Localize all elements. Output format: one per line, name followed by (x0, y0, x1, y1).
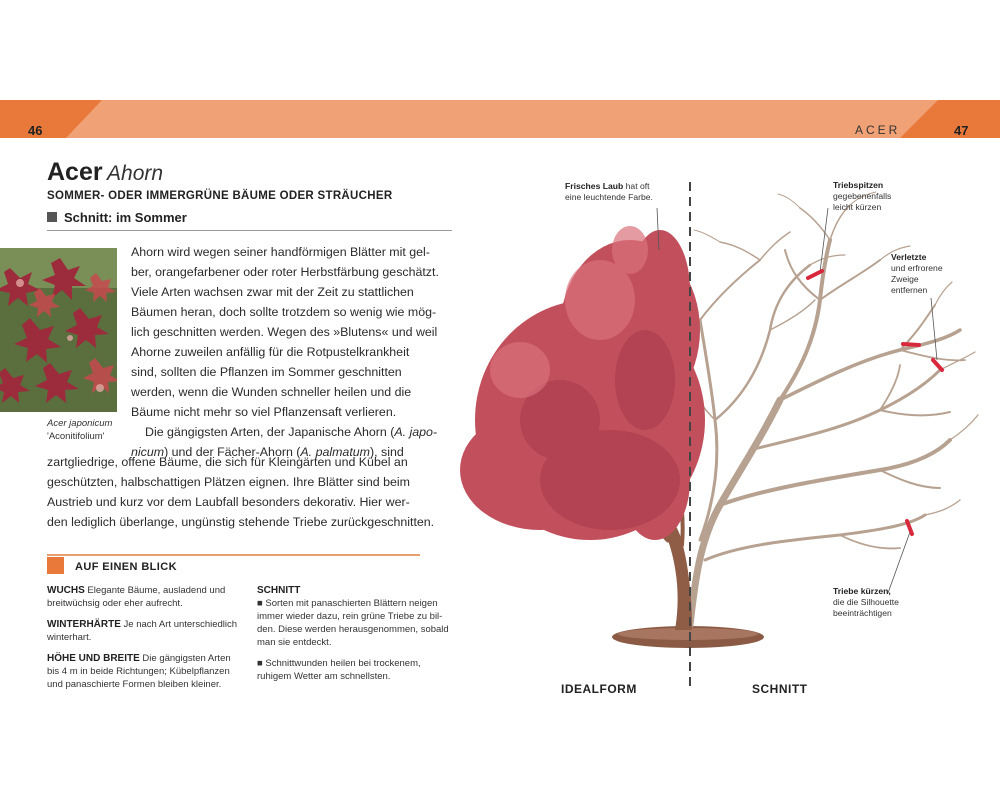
body-span-italic: nicum (131, 445, 165, 459)
annotation-frisches-laub (565, 181, 653, 203)
section-rule (47, 230, 452, 231)
schnitt-line: den. Diese werden herausgenommen, sobald (257, 624, 449, 635)
body-paragraph-1 (131, 242, 461, 462)
annotation-text: entfernen (891, 285, 928, 295)
body-line: Bäumen heran, doch sollte trotzdem so wenig wie mög- (131, 305, 437, 319)
schnitt-line: man sie entdeckt. (257, 637, 332, 648)
annotation-bold: Triebspitzen (833, 180, 884, 190)
winter-text: Je nach Art unterschiedlich (120, 619, 238, 630)
common-name: Ahorn (107, 162, 164, 185)
body-line: werden, wenn die Wunden schneller heilen und die (131, 385, 412, 399)
hoehe-text: Die gängigsten Arten (139, 653, 231, 664)
annotation-text: beeinträchtigen (833, 608, 892, 618)
square-bullet-icon (47, 212, 57, 222)
body-line: geschützten, halbschattigen Plätzen eignen. Ihre Blätter sind beim (47, 475, 410, 489)
annotation-text: hat oft (623, 181, 650, 191)
annotation-bold: Triebe kürzen, (833, 586, 891, 596)
photo-caption-line2: 'Aconitifolium' (47, 431, 105, 442)
body-line: sind, sollten die Pflanzen im Sommer geschnitten (131, 365, 402, 379)
subtitle: SOMMER- ODER IMMERGRÜNE BÄUME ODER STRÄUCHER (47, 190, 393, 202)
section-heading-text: Schnitt: im Sommer (64, 210, 187, 225)
hoehe-text-3: und panaschierte Formen bleiben kleiner. (47, 679, 222, 690)
glance-square-icon (47, 557, 64, 574)
hoehe-entry (47, 652, 252, 665)
annotation-text: die die Silhouette (833, 597, 899, 607)
tree-illustration (420, 170, 1000, 690)
winter-text-2: winterhart. (47, 632, 92, 643)
wuchs-label: WUCHS (47, 585, 85, 596)
winter-label: WINTERHÄRTE (47, 619, 121, 630)
glance-rule (47, 554, 420, 556)
body-line: ber, orangefarbener oder roter Herbstfärbung geschätzt. (131, 265, 439, 279)
body-line: lich geschnitten werden. Wegen des »Blutens« und weil (131, 325, 438, 339)
page-number-left: 46 (28, 123, 43, 138)
annotation-verletzte (891, 252, 943, 296)
annotation-bold: Frisches Laub (565, 181, 624, 191)
body-span: ), sind (369, 445, 404, 459)
annotation-text: und erfrorene (891, 263, 943, 273)
body-line: Austrieb und kurz vor dem Laubfall besonders dekorativ. Hier wer- (47, 495, 410, 509)
label-schnitt: SCHNITT (752, 682, 808, 696)
schnitt-line: ■ Sorten mit panaschierten Blättern neigen (257, 598, 438, 609)
maple-photo (0, 248, 117, 412)
wuchs-entry (47, 584, 252, 597)
glance-title: AUF EINEN BLICK (75, 561, 177, 573)
body-span-italic: A. japo- (394, 425, 438, 439)
header-band-shapes (0, 100, 1000, 138)
body-line (131, 422, 461, 442)
wuchs-text-2: breitwüchsig oder eher aufrecht. (47, 598, 183, 609)
body-span: ) und der Fächer-Ahorn ( (164, 445, 301, 459)
hoehe-label: HÖHE UND BREITE (47, 653, 140, 664)
schnitt-line: ■ Schnittwunden heilen bei trockenem, (257, 658, 421, 669)
leader-line (888, 532, 910, 593)
cut-marks (808, 271, 942, 534)
annotation-triebe-kuerzen (833, 586, 899, 619)
body-line: Ahorn wird wegen seiner handförmigen Blätter mit gel- (131, 245, 430, 259)
page-title (47, 158, 163, 187)
annotation-triebspitzen (833, 180, 891, 213)
body-line: Viele Arten wachsen zwar mit der Zeit zu stattlichen (131, 285, 414, 299)
annotation-text: gegebenenfalls (833, 191, 892, 201)
annotation-text: eine leuchtende Farbe. (565, 192, 653, 202)
glance-left-column (47, 584, 252, 691)
label-idealform: IDEALFORM (561, 682, 637, 696)
header-band (0, 100, 1000, 138)
genus-name: Acer (47, 158, 103, 186)
body-paragraph-2 (47, 452, 457, 532)
page-number-right: 47 (954, 123, 969, 138)
body-span: Die gängigsten Arten, der Japanische Ahorn ( (145, 425, 395, 439)
schnitt-line: ruhigem Wetter am schnellsten. (257, 671, 391, 682)
schnitt-line: immer wieder dazu, rein grüne Triebe zu bil- (257, 611, 443, 622)
body-span-italic: A. palmatum (300, 445, 370, 459)
body-line: zartgliedrige, offene Bäume, die sich für Kleingärten und Kübel an (47, 455, 408, 469)
annotation-text: Zweige (891, 274, 919, 284)
annotation-text: leicht kürzen (833, 202, 882, 212)
hoehe-text-2: bis 4 m in beide Richtungen; Kübelpflanzen (47, 666, 230, 677)
body-line: den lediglich überlange, ungünstig stehende Triebe zurückgeschnitten. (47, 515, 435, 529)
wuchs-text: Elegante Bäume, ausladend und (84, 585, 226, 596)
winterhaerte-entry (47, 618, 252, 631)
schnitt-heading: SCHNITT (257, 585, 301, 596)
body-line: Ahorne zuweilen anfällig für die Rotpustelkrankheit (131, 345, 410, 359)
running-title: ACER (855, 123, 901, 137)
body-line: Bäume nicht mehr so viel Pflanzensaft verlieren. (131, 405, 397, 419)
photo-caption-line1: Acer japonicum (47, 418, 113, 429)
section-heading (47, 210, 187, 225)
annotation-bold: Verletzte (891, 252, 927, 262)
